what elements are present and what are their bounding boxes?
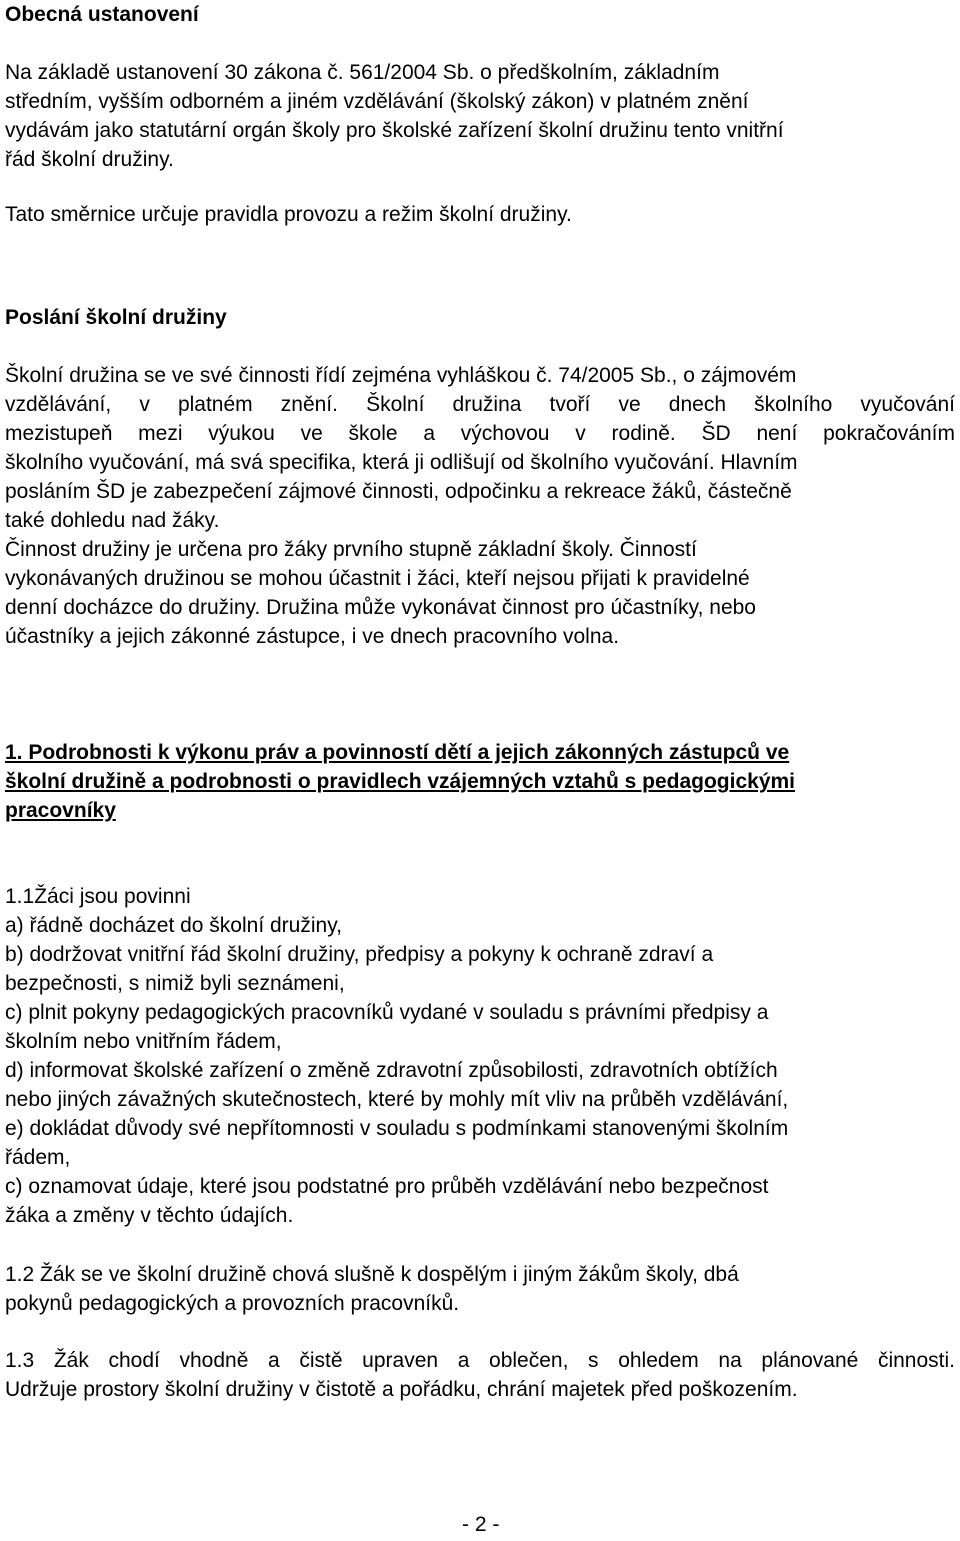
section-1-heading xyxy=(5,738,955,825)
list-item: c) oznamovat údaje, které jsou podstatné pro průběh vzdělávání nebo bezpečnost xyxy=(5,1175,769,1198)
rule-1-2 xyxy=(5,1260,955,1318)
list-item: b) dodržovat vnitřní řád školní družiny, předpisy a pokyny k ochraně zdraví a xyxy=(5,943,714,966)
mission-line: účastníky a jejich zákonné zástupce, i ve dnech pracovního volna. xyxy=(5,625,620,648)
page-number: - 2 - xyxy=(462,1513,500,1536)
list-item: 1.1Žáci jsou povinni xyxy=(5,885,191,908)
page-title: Obecná ustanovení xyxy=(5,3,199,26)
list-item: a) řádně docházet do školní družiny, xyxy=(5,914,342,937)
intro-line: vydávám jako statutární orgán školy pro školské zařízení školní družinu tento vnitřní xyxy=(5,119,784,142)
intro-paragraph xyxy=(5,58,955,174)
list-item: c) plnit pokyny pedagogických pracovníků vydané v souladu s právními předpisy a xyxy=(5,1001,769,1024)
list-item: e) dokládat důvody své nepřítomnosti v souladu s podmínkami stanovenými školním xyxy=(5,1117,789,1140)
rule-1-3 xyxy=(5,1346,955,1404)
mission-line: vzdělávání, v platném znění. Školní družina tvoří ve dnech školního vyučování xyxy=(5,393,955,416)
section-heading-line: školní družině a podrobnosti o pravidlech vzájemných vztahů s pedagogickými xyxy=(5,770,796,793)
rule-line: pokynů pedagogických a provozních pracovníků. xyxy=(5,1292,460,1315)
mission-line: mezistupeň mezi výukou ve škole a výchovou v rodině. ŠD není pokračováním xyxy=(5,422,955,445)
section-heading-line: 1. Podrobnosti k výkonu práv a povinností dětí a jejich zákonných zástupců ve xyxy=(5,741,790,764)
rule-line: 1.3 Žák chodí vhodně a čistě upraven a oblečen, s ohledem na plánované činnosti. xyxy=(5,1349,955,1372)
intro-line: Na základě ustanovení 30 zákona č. 561/2004 Sb. o předškolním, základním xyxy=(5,61,720,84)
rule-line: 1.2 Žák se ve školní družině chová slušně k dospělým i jiným žákům školy, dbá xyxy=(5,1263,739,1286)
mission-heading: Poslání školní družiny xyxy=(5,306,227,329)
list-item: d) informovat školské zařízení o změně zdravotní způsobilosti, zdravotních obtížích xyxy=(5,1059,778,1082)
list-item: bezpečnosti, s nimiž byli seznámeni, xyxy=(5,972,345,995)
mission-line: také dohledu nad žáky. xyxy=(5,509,220,532)
list-item: žáka a změny v těchto údajích. xyxy=(5,1204,294,1227)
intro-line: řád školní družiny. xyxy=(5,148,174,171)
list-item: nebo jiných závažných skutečnostech, které by mohly mít vliv na průběh vzdělávání, xyxy=(5,1088,789,1111)
rule-line: Udržuje prostory školní družiny v čistotě a pořádku, chrání majetek před poškozením. xyxy=(5,1378,798,1401)
mission-line: Školní družina se ve své činnosti řídí zejména vyhláškou č. 74/2005 Sb., o zájmovém xyxy=(5,364,797,387)
mission-line: školního vyučování, má svá specifika, která ji odlišují od školního vyučování. Hlavním xyxy=(5,451,798,474)
mission-line: posláním ŠD je zabezpečení zájmové činnosti, odpočinku a rekreace žáků, částečně xyxy=(5,480,792,503)
mission-line: Činnost družiny je určena pro žáky prvního stupně základní školy. Činností xyxy=(5,538,697,561)
duties-list xyxy=(5,882,955,1230)
mission-paragraph xyxy=(5,361,955,651)
mission-line: denní docházce do družiny. Družina může vykonávat činnost pro účastníky, nebo xyxy=(5,596,756,619)
mission-line: vykonávaných družinou se mohou účastnit i žáci, kteří nejsou přijati k pravidelné xyxy=(5,567,750,590)
list-item: školním nebo vnitřním řádem, xyxy=(5,1030,282,1053)
list-item: řádem, xyxy=(5,1146,71,1169)
intro-line: středním, vyšším odborném a jiném vzdělávání (školský zákon) v platném znění xyxy=(5,90,749,113)
directive-text: Tato směrnice určuje pravidla provozu a režim školní družiny. xyxy=(5,203,572,226)
section-heading-line: pracovníky xyxy=(5,799,116,822)
